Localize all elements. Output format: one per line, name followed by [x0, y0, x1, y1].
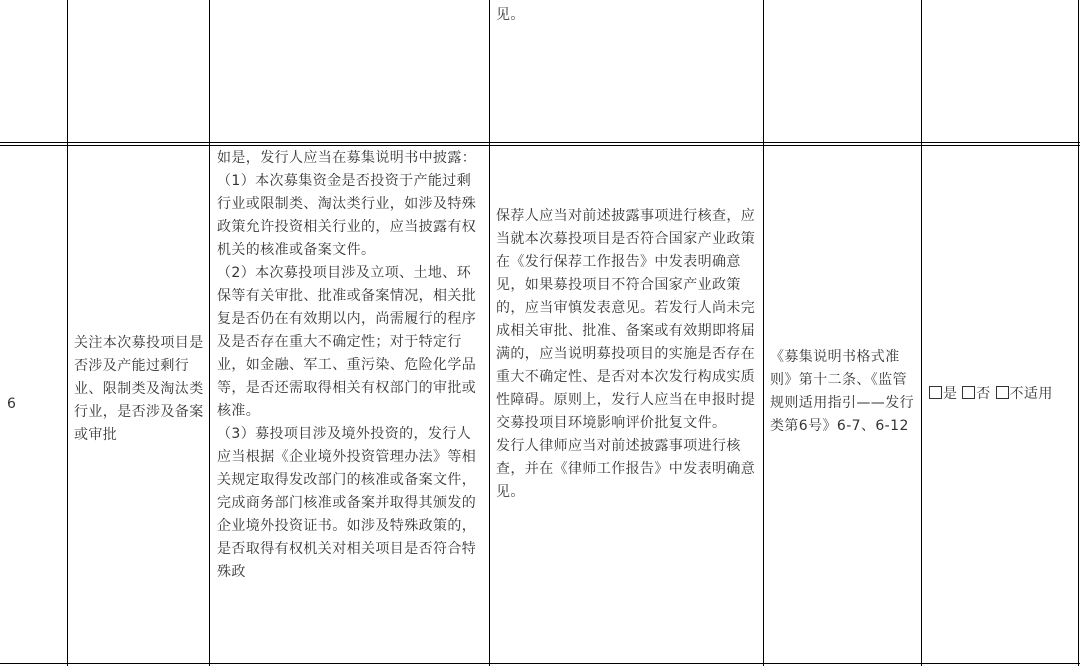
option-not-applicable[interactable] — [996, 386, 1053, 402]
verification-paragraph: 保荐人应当对前述披露事项进行核查，应当就本次募投项目是否符合国家产业政策在《发行保荐工作报告》中发表明确意见，如果募投项目不符合国家产业政策的，应当审慎发表意见。若发行人尚未完成相关审批、批准、备案或有效期即将届满的，应当说明募投项目的实施是否存在重大不确定性、是否对本次发行构成实质性障碍。原则上，发行人应当在申报时提交募投项目环境影响评价批复文件。 — [496, 208, 756, 431]
disclosure-paragraph: （2）本次募投项目涉及立项、土地、环保等有关审批、批准或备案情况，相关批复是否仍在有效期以内，尚需履行的程序及是否存在重大不确定性；对于特定行业，如金融、军工、重污染、危险化学品等，是否还需取得相关有权部门的审批或核准。 — [217, 265, 477, 419]
checkbox-icon[interactable] — [996, 386, 1009, 399]
checkbox-icon[interactable] — [962, 386, 975, 399]
col-line — [67, 0, 68, 666]
col-line — [763, 0, 764, 666]
answer-options — [929, 383, 1074, 406]
row-line — [0, 663, 1080, 664]
row-line — [0, 145, 1080, 146]
row-number: 6 — [7, 396, 17, 412]
option-no[interactable] — [962, 386, 990, 402]
col-line — [489, 0, 490, 666]
disclosure-paragraph: （1）本次募集资金是否投资于产能过剩行业或限制类、淘汰类行业，如涉及特殊政策允许投资相关行业的，应当披露有权机关的核准或备案文件。 — [217, 173, 477, 258]
row-line — [0, 142, 1080, 143]
verification-paragraph: 发行人律师应当对前述披露事项进行核查，并在《律师工作报告》中发表明确意见。 — [496, 438, 756, 500]
option-yes[interactable] — [929, 386, 957, 402]
disclosure-cell — [217, 147, 484, 584]
top-row-verification-text: 见。 — [496, 7, 525, 23]
col-line — [921, 0, 922, 666]
option-label: 不适用 — [1009, 386, 1053, 402]
disclosure-paragraph: （3）募投项目涉及境外投资的，发行人应当根据《企业境外投资管理办法》等相关规定取得发改部门的核准或备案文件，完成商务部门核准或备案并取得其颁发的企业境外投资证书。如涉及特殊政策的，是否取得有权机关对相关项目是否符合特殊政 — [217, 426, 477, 580]
checkbox-icon[interactable] — [929, 386, 942, 399]
basis-cell: 《募集说明书格式准则》第十二条、《监管规则适用指引——发行类第6号》6-7、6-12 — [770, 349, 914, 434]
topic-cell: 关注本次募投项目是否涉及产能过剩行业、限制类及淘汰类行业，是否涉及备案或审批 — [74, 335, 204, 443]
verification-cell — [496, 205, 759, 504]
disclosure-paragraph: 如是，发行人应当在募集说明书中披露： — [217, 150, 477, 166]
col-line — [1078, 0, 1079, 666]
col-line — [209, 0, 210, 666]
option-label: 否 — [976, 386, 991, 402]
option-label: 是 — [943, 386, 958, 402]
